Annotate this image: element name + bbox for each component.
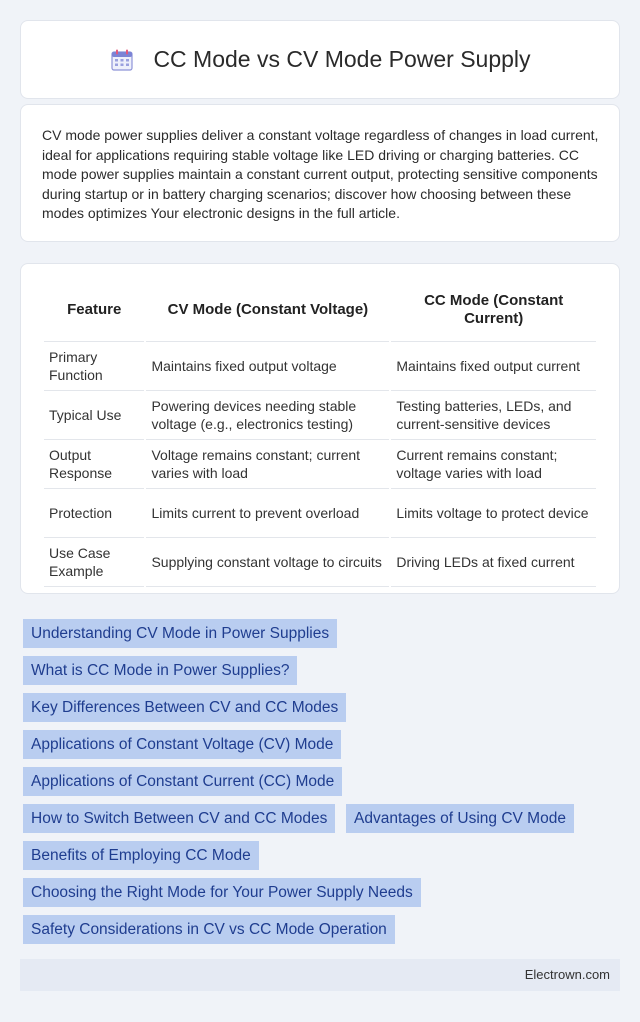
- link-applications-cv[interactable]: Applications of Constant Voltage (CV) Mode: [23, 730, 341, 759]
- table-row: [44, 440, 596, 489]
- page-title: CC Mode vs CV Mode Power Supply: [153, 46, 531, 72]
- comparison-table: [42, 279, 598, 587]
- intro-paragraph: CV mode power supplies deliver a constant voltage regardless of changes in load current, ideal for applications requiring stable voltage like LED driving or charging batteries. CC mode power supplies maintain a constant current output, protecting sensitive components during startup or in battery charging scenarios; discover how choosing between these modes optimizes Your electronic designs in the full article.: [42, 127, 599, 222]
- intro-card: [20, 104, 620, 242]
- column-header-feature: Feature: [44, 279, 144, 342]
- table-cell: Protection: [44, 489, 144, 538]
- table-row: [44, 342, 596, 391]
- table-cell: Driving LEDs at fixed current: [391, 538, 596, 587]
- table-cell: Maintains fixed output current: [391, 342, 596, 391]
- table-header-row: [44, 279, 596, 342]
- table-cell: Voltage remains constant; current varies with load: [146, 440, 389, 489]
- table-row: [44, 538, 596, 587]
- link-understanding-cv-mode[interactable]: Understanding CV Mode in Power Supplies: [23, 619, 337, 648]
- link-what-is-cc-mode[interactable]: What is CC Mode in Power Supplies?: [23, 656, 297, 685]
- table-cell: Primary Function: [44, 342, 144, 391]
- table-row: [44, 391, 596, 440]
- comparison-table-card: [20, 263, 620, 594]
- table-cell: Current remains constant; voltage varies with load: [391, 440, 596, 489]
- column-header-cv: CV Mode (Constant Voltage): [146, 279, 389, 342]
- link-how-to-switch[interactable]: How to Switch Between CV and CC Modes: [23, 804, 335, 833]
- footer: [20, 959, 620, 991]
- link-benefits-cc[interactable]: Benefits of Employing CC Mode: [23, 841, 259, 870]
- table-cell: Powering devices needing stable voltage (e.g., electronics testing): [146, 391, 389, 440]
- link-key-differences[interactable]: Key Differences Between CV and CC Modes: [23, 693, 346, 722]
- table-cell: Limits current to prevent overload: [146, 489, 389, 538]
- link-safety-considerations[interactable]: Safety Considerations in CV vs CC Mode Operation: [23, 915, 395, 944]
- table-cell: Use Case Example: [44, 538, 144, 587]
- table-cell: Typical Use: [44, 391, 144, 440]
- link-advantages-cv[interactable]: Advantages of Using CV Mode: [346, 804, 574, 833]
- link-applications-cc[interactable]: Applications of Constant Current (CC) Mode: [23, 767, 342, 796]
- table-row: [44, 489, 596, 538]
- link-choosing-right-mode[interactable]: Choosing the Right Mode for Your Power Supply Needs: [23, 878, 421, 907]
- table-cell: Supplying constant voltage to circuits: [146, 538, 389, 587]
- calendar-icon: [109, 47, 135, 73]
- table-cell: Maintains fixed output voltage: [146, 342, 389, 391]
- table-cell: Output Response: [44, 440, 144, 489]
- footer-site-name: Electrown.com: [524, 967, 610, 982]
- table-cell: Testing batteries, LEDs, and current-sensitive devices: [391, 391, 596, 440]
- column-header-cc: CC Mode (Constant Current): [391, 279, 596, 342]
- title-card: [20, 20, 620, 99]
- table-cell: Limits voltage to protect device: [391, 489, 596, 538]
